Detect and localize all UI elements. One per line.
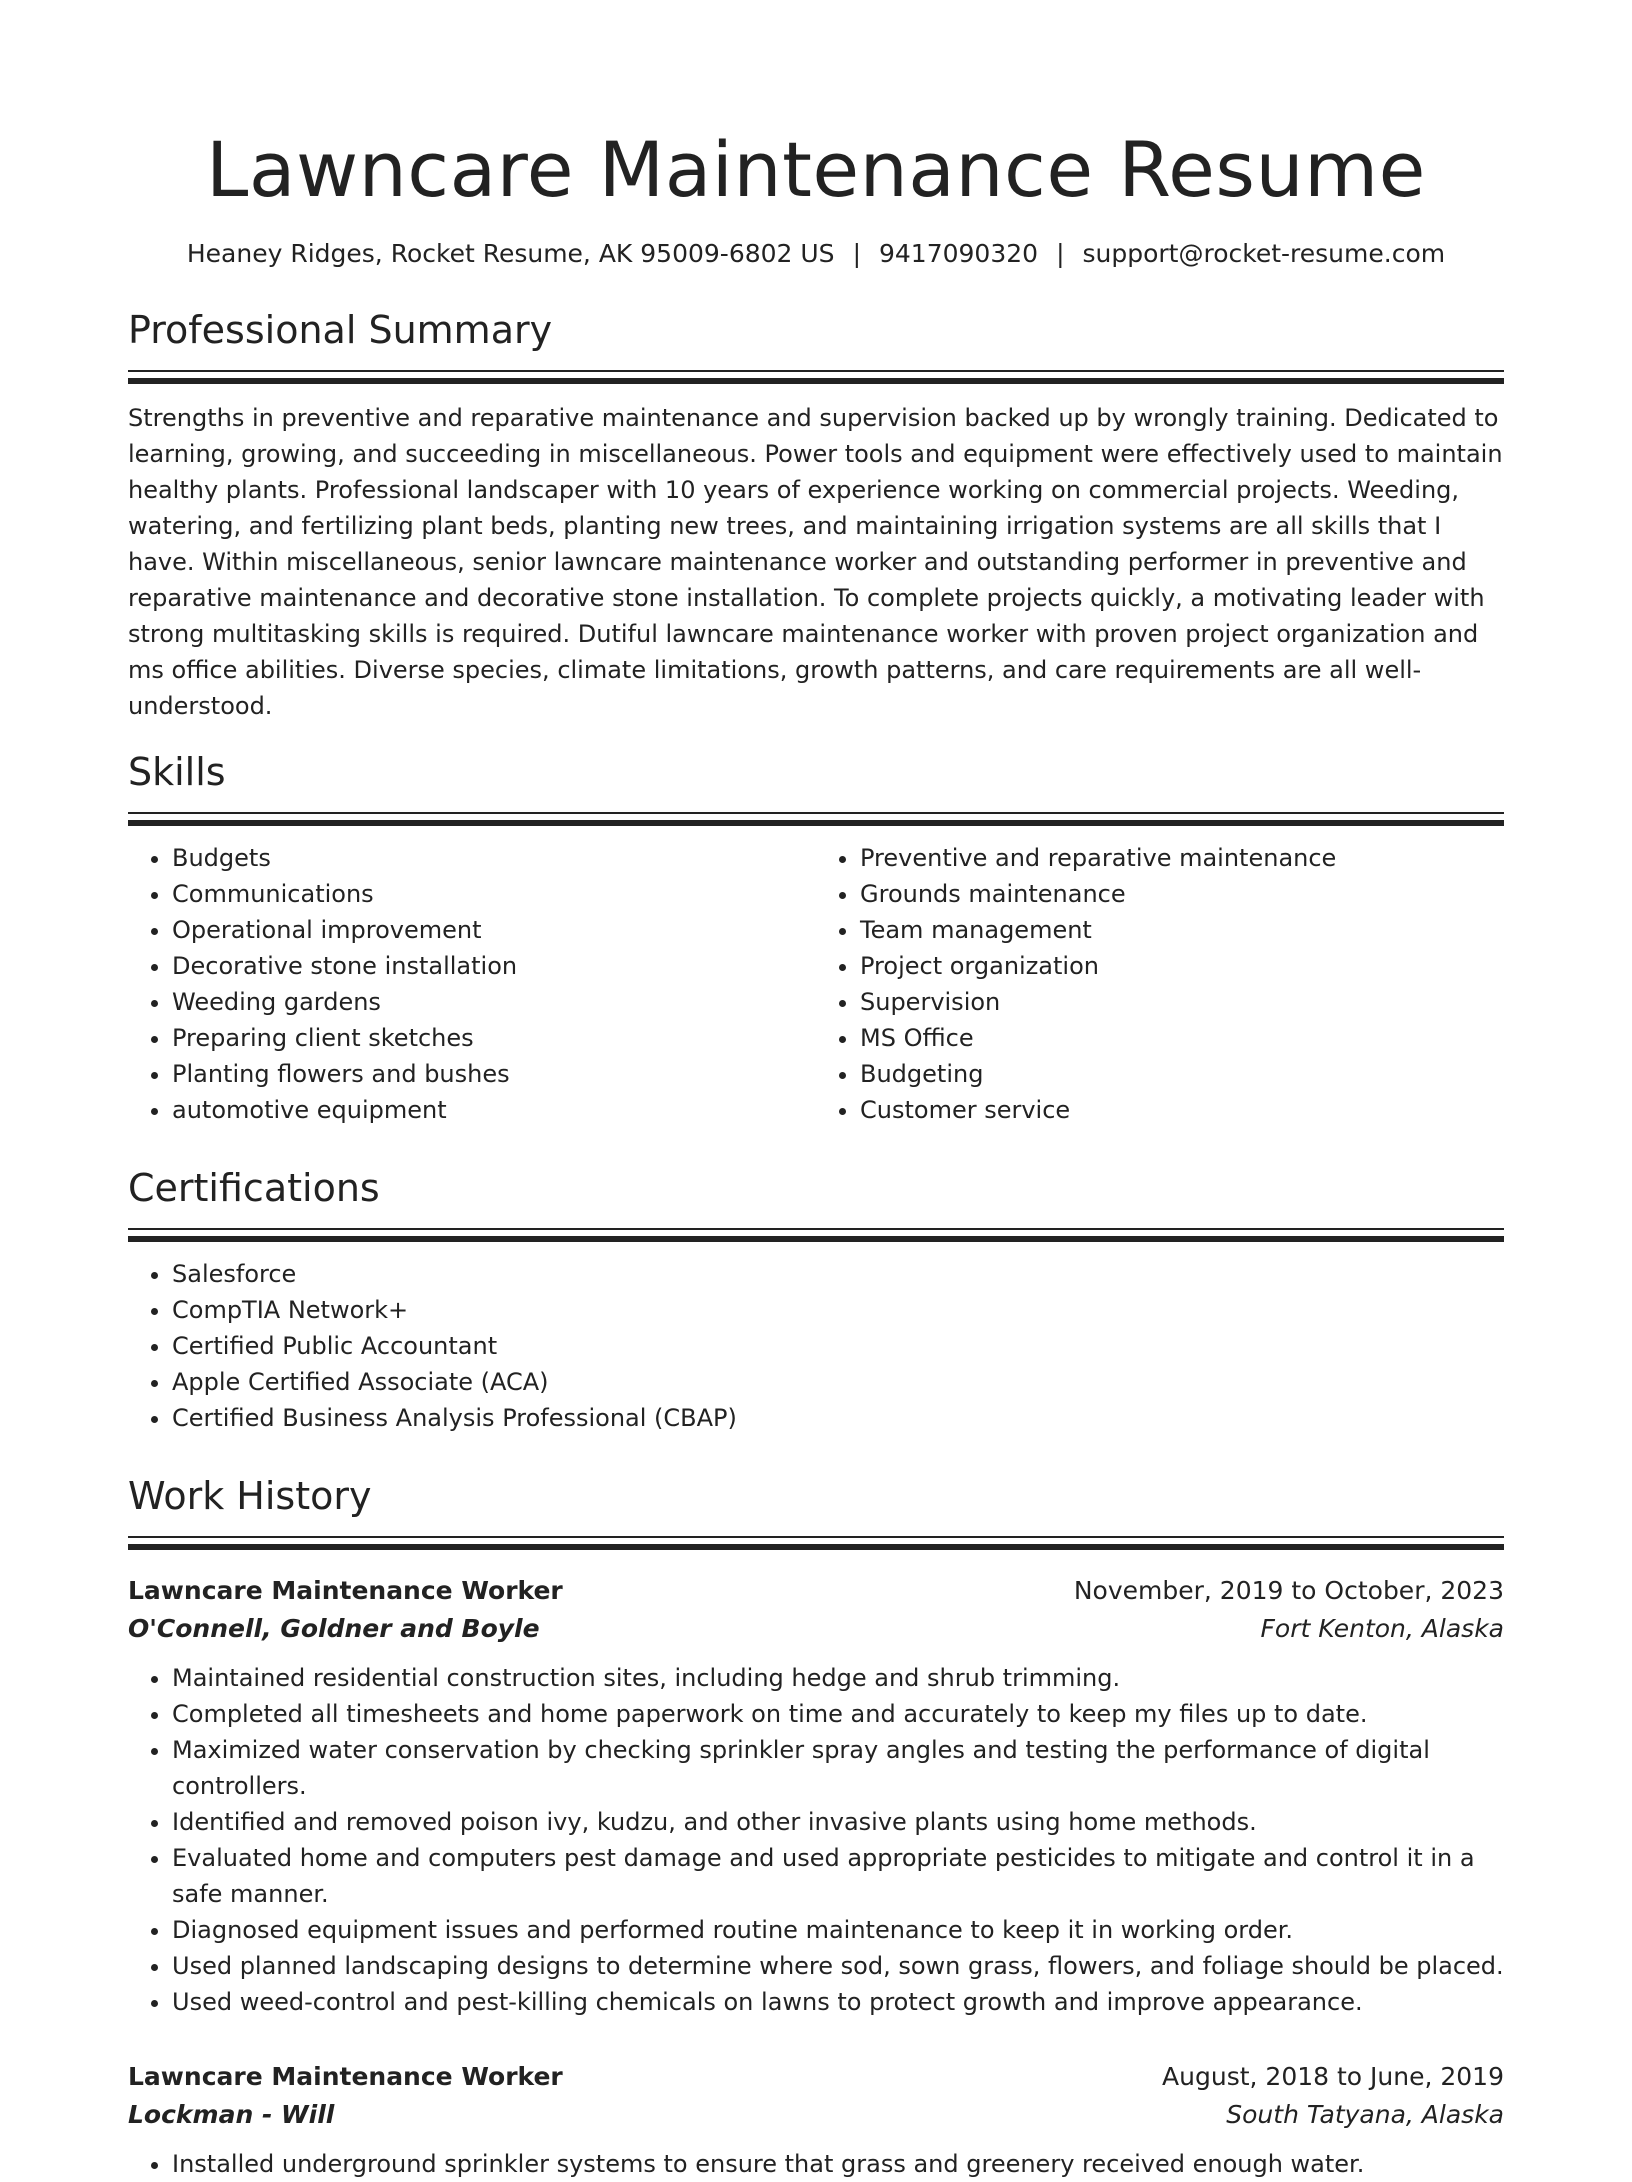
job-company: Lockman - Will xyxy=(128,2100,335,2129)
work-history-section xyxy=(128,1472,1504,2182)
job-location: South Tatyana, Alaska xyxy=(1226,2100,1504,2129)
section-divider xyxy=(128,1236,1504,1242)
section-divider xyxy=(128,1536,1504,1538)
contact-phone: 9417090320 xyxy=(879,239,1039,268)
certifications-list xyxy=(128,1256,1504,1436)
job-entry xyxy=(128,2058,1504,2182)
resume-page xyxy=(128,0,1504,2182)
certifications-section xyxy=(128,1164,1504,1436)
resume-title: Lawncare Maintenance Resume xyxy=(206,125,1426,214)
section-heading-work-history: Work History xyxy=(128,1474,372,1518)
job-title: Lawncare Maintenance Worker xyxy=(128,1576,563,1605)
skill-item: • Decorative stone installation xyxy=(172,948,816,984)
job-bullet: • Maximized water conservation by checking sprinkler spray angles and testing the performance of digital controllers. xyxy=(172,1732,1504,1804)
section-divider xyxy=(128,812,1504,814)
job-bullet: • Completed all timesheets and home paperwork on time and accurately to keep my files up to date. xyxy=(172,1696,1504,1732)
job-company: O'Connell, Goldner and Boyle xyxy=(128,1614,540,1643)
job-company-row xyxy=(128,2096,1504,2134)
job-dates: August, 2018 to June, 2019 xyxy=(1162,2062,1504,2091)
job-header-row xyxy=(128,2058,1504,2096)
skill-item: • Budgets xyxy=(172,840,816,876)
contact-address: Heaney Ridges, Rocket Resume, AK 95009-6802 US xyxy=(186,239,835,268)
summary-text: Strengths in preventive and reparative maintenance and supervision backed up by wrongly training. Dedicated to learning, growing, and succeeding in miscellaneous. Power tools and equipment were effectively used to maintain healthy plants. Professional landscaper with 10 years of experience working on commercial projects. Weeding, watering, and fertilizing plant beds, planting new trees, and maintaining irrigation systems are all skills that I have. Within miscellaneous, senior lawncare maintenance worker and outstanding performer in preventive and reparative maintenance and decorative stone installation. To complete projects quickly, a motivating leader with strong multitasking skills is required. Dutiful lawncare maintenance worker with proven project organization and ms office abilities. Diverse species, climate limitations, growth patterns, and care requirements are all well-understood. xyxy=(128,404,1503,720)
skill-item: • Preparing client sketches xyxy=(172,1020,816,1056)
section-divider xyxy=(128,378,1504,384)
skill-item: • Team management xyxy=(860,912,1504,948)
skill-item: • Communications xyxy=(172,876,816,912)
skill-item: • Operational improvement xyxy=(172,912,816,948)
summary-section xyxy=(128,306,1504,724)
contact-separator: | xyxy=(1056,239,1065,268)
job-company-row xyxy=(128,1610,1504,1648)
skills-columns xyxy=(128,840,1504,1128)
job-bullet: • Used planned landscaping designs to determine where sod, sown grass, flowers, and foliage should be placed. xyxy=(172,1948,1504,1984)
section-divider xyxy=(128,1544,1504,1550)
skill-item: • Grounds maintenance xyxy=(860,876,1504,912)
section-divider xyxy=(128,370,1504,372)
skill-item: • Weeding gardens xyxy=(172,984,816,1020)
skill-item: • Budgeting xyxy=(860,1056,1504,1092)
contact-email: support@rocket-resume.com xyxy=(1082,239,1446,268)
skill-item: • automotive equipment xyxy=(172,1092,816,1128)
section-divider xyxy=(128,1228,1504,1230)
job-title: Lawncare Maintenance Worker xyxy=(128,2062,563,2091)
job-entry xyxy=(128,1572,1504,2020)
job-bullets xyxy=(128,2146,1504,2182)
certification-item: • Certified Public Accountant xyxy=(172,1328,1504,1364)
skills-section xyxy=(128,748,1504,1128)
certification-item: • Salesforce xyxy=(172,1256,1504,1292)
job-bullet: • Installed underground sprinkler systems to ensure that grass and greenery received enough water. xyxy=(172,2146,1504,2182)
section-heading-skills: Skills xyxy=(128,750,226,794)
certification-item: • CompTIA Network+ xyxy=(172,1292,1504,1328)
section-heading-summary: Professional Summary xyxy=(128,308,553,352)
job-bullet: • Evaluated home and computers pest damage and used appropriate pesticides to mitigate and control it in a safe manner. xyxy=(172,1840,1504,1912)
skill-item: • Customer service xyxy=(860,1092,1504,1128)
contact-separator: | xyxy=(852,239,861,268)
certification-item: • Certified Business Analysis Professional (CBAP) xyxy=(172,1400,1504,1436)
skill-item: • Project organization xyxy=(860,948,1504,984)
job-bullet: • Used weed-control and pest-killing chemicals on lawns to protect growth and improve appearance. xyxy=(172,1984,1504,2020)
job-header-row xyxy=(128,1572,1504,1610)
skills-list-left xyxy=(128,840,816,1128)
contact-line xyxy=(128,238,1504,270)
skill-item: • Supervision xyxy=(860,984,1504,1020)
job-bullet: • Diagnosed equipment issues and performed routine maintenance to keep it in working order. xyxy=(172,1912,1504,1948)
job-bullets xyxy=(128,1660,1504,2020)
job-dates: November, 2019 to October, 2023 xyxy=(1073,1576,1504,1605)
section-divider xyxy=(128,820,1504,826)
certification-item: • Apple Certified Associate (ACA) xyxy=(172,1364,1504,1400)
skill-item: • Preventive and reparative maintenance xyxy=(860,840,1504,876)
skills-list-right xyxy=(816,840,1504,1128)
job-bullet: • Identified and removed poison ivy, kudzu, and other invasive plants using home methods. xyxy=(172,1804,1504,1840)
job-bullet: • Maintained residential construction sites, including hedge and shrub trimming. xyxy=(172,1660,1504,1696)
skill-item: • MS Office xyxy=(860,1020,1504,1056)
section-heading-certifications: Certifications xyxy=(128,1166,380,1210)
skill-item: • Planting flowers and bushes xyxy=(172,1056,816,1092)
job-location: Fort Kenton, Alaska xyxy=(1260,1614,1504,1643)
